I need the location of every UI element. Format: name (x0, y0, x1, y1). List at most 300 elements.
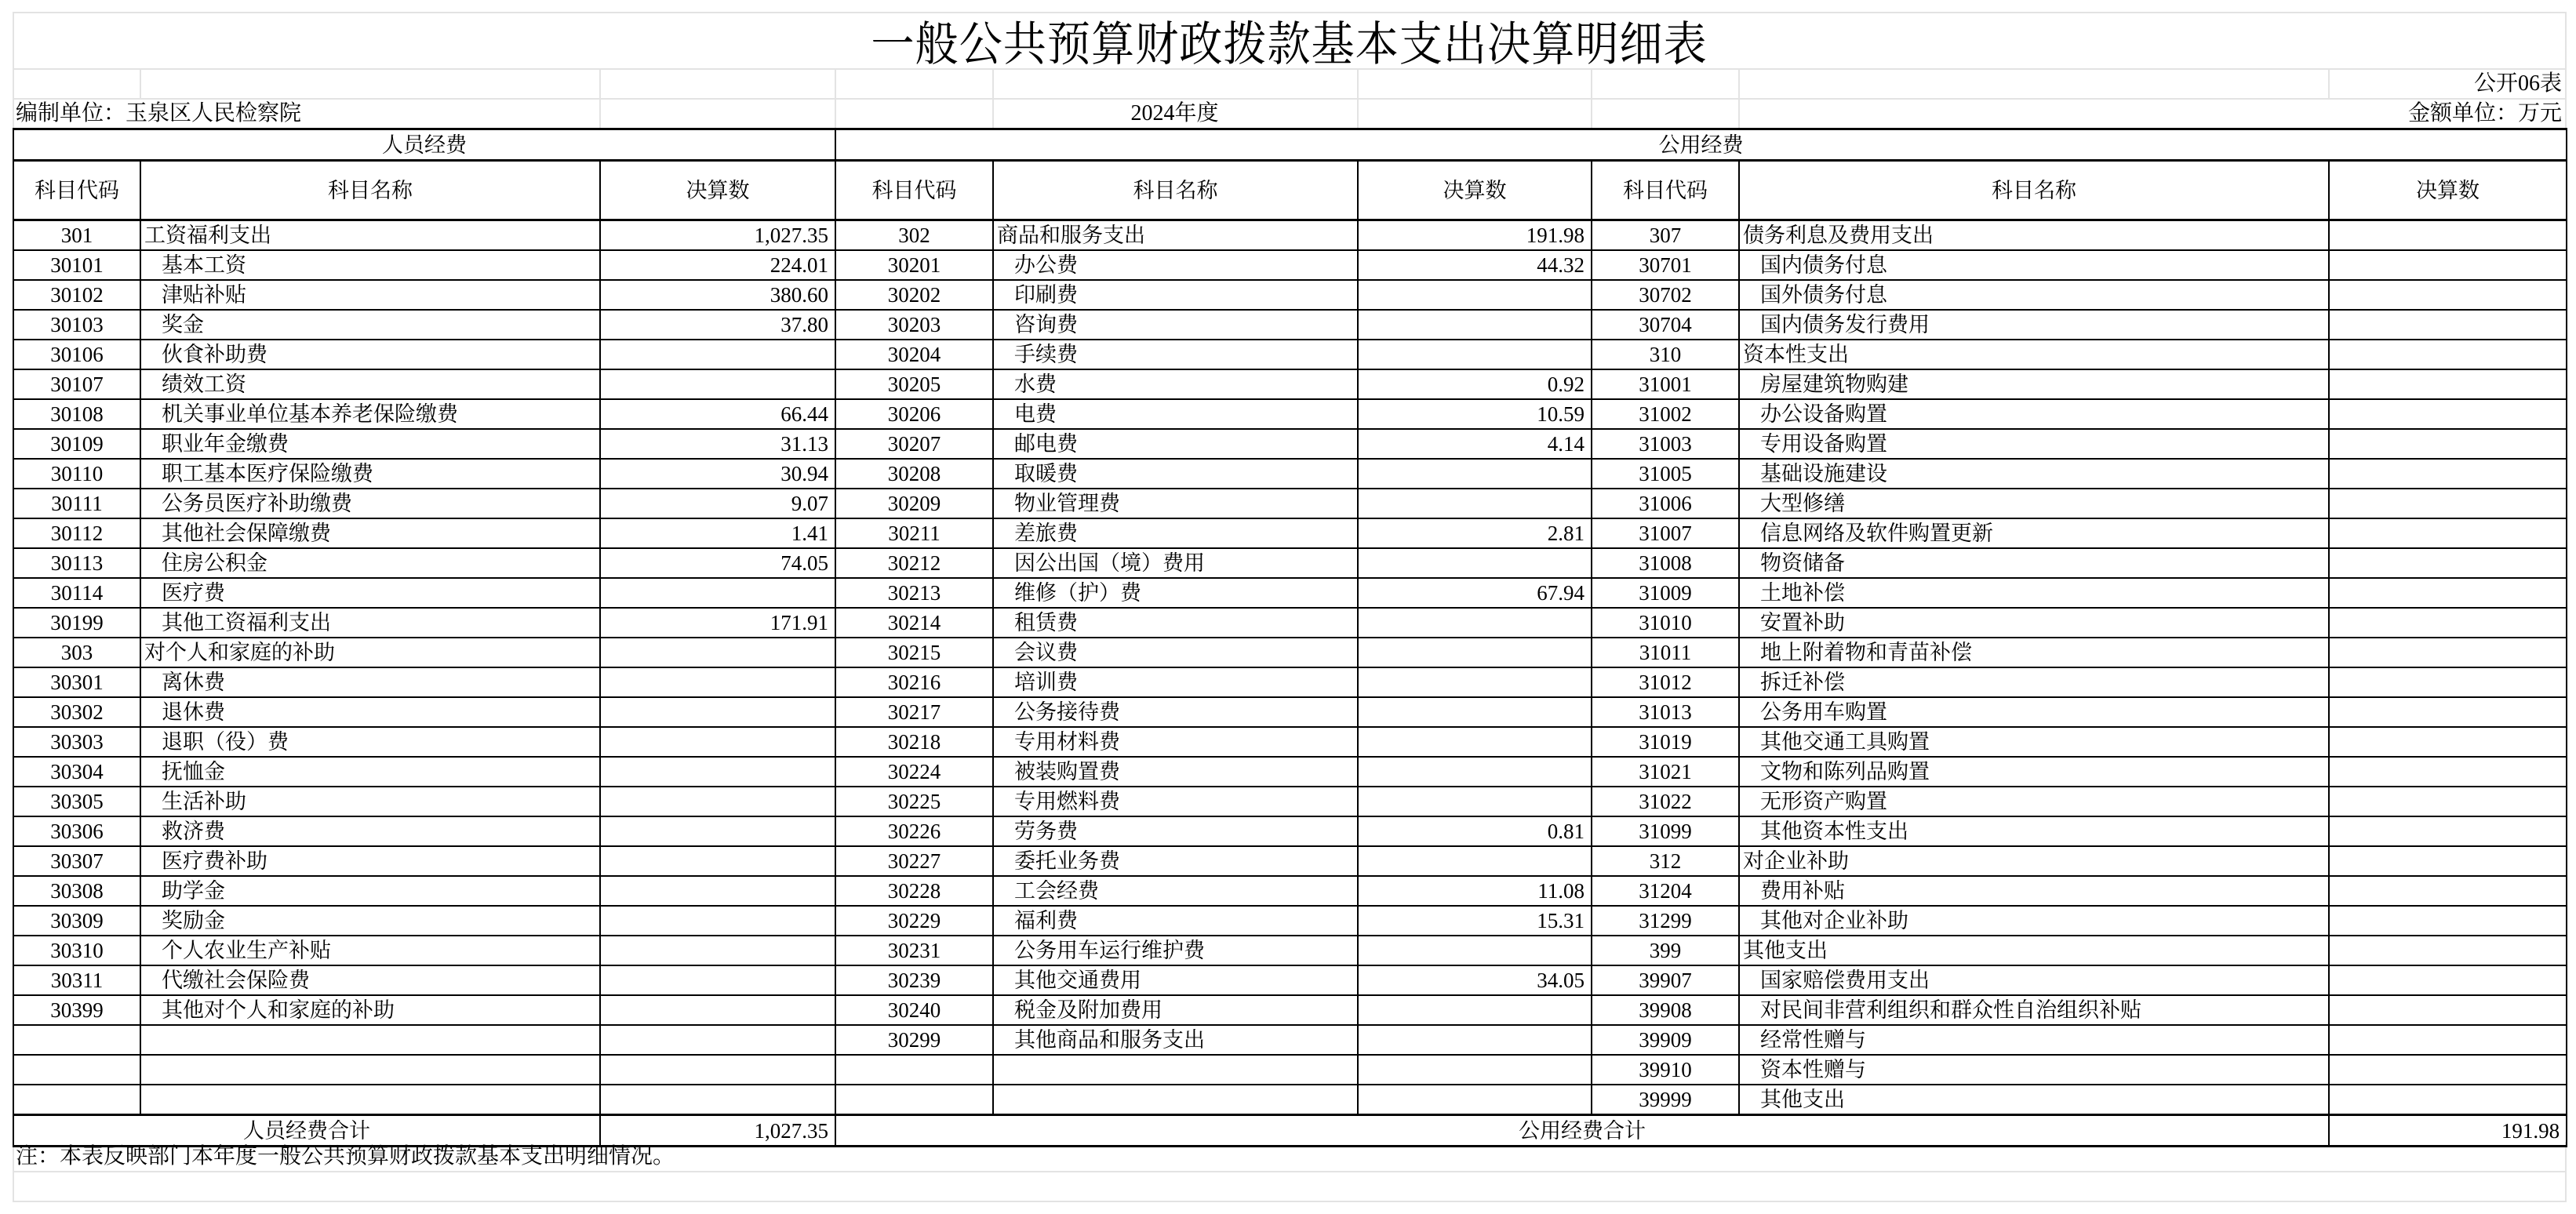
item-code: 312 (1592, 846, 1739, 876)
item-name (993, 1055, 1358, 1085)
item-code: 31013 (1592, 697, 1739, 727)
item-amount (2329, 965, 2567, 995)
item-code: 30205 (835, 369, 993, 399)
item-name: 对民间非营利组织和群众性自治组织补贴 (1739, 995, 2329, 1025)
footnote: 注：本表反映部门本年度一般公共预算财政拨款基本支出明细情况。 (16, 1144, 675, 1169)
item-code: 30299 (835, 1025, 993, 1055)
item-name: 拆迁补偿 (1739, 667, 2329, 697)
item-amount (1358, 846, 1592, 876)
item-name: 医疗费 (140, 578, 600, 608)
item-code: 31019 (1592, 727, 1739, 757)
item-code: 30102 (13, 280, 140, 310)
item-code: 30306 (13, 816, 140, 846)
item-name: 其他支出 (1739, 936, 2329, 965)
item-amount (600, 369, 835, 399)
item-name: 其他交通工具购置 (1739, 727, 2329, 757)
item-code: 30225 (835, 787, 993, 816)
table-row (13, 906, 2567, 936)
item-amount: 1,027.35 (600, 220, 835, 251)
gridline (13, 1142, 14, 1202)
table-row (13, 1055, 2567, 1085)
item-name: 其他资本性支出 (1739, 816, 2329, 846)
item-name: 福利费 (993, 906, 1358, 936)
item-code: 30307 (13, 846, 140, 876)
table-row (13, 369, 2567, 399)
item-code (13, 1055, 140, 1085)
table-row (13, 936, 2567, 965)
table-row (13, 459, 2567, 489)
item-amount (2329, 995, 2567, 1025)
item-amount (600, 697, 835, 727)
item-code: 31012 (1592, 667, 1739, 697)
item-code: 30204 (835, 340, 993, 369)
item-name: 离休费 (140, 667, 600, 697)
item-name: 文物和陈列品购置 (1739, 757, 2329, 787)
table-row (13, 816, 2567, 846)
item-name: 专用材料费 (993, 727, 1358, 757)
item-name: 印刷费 (993, 280, 1358, 310)
col-header-code: 科目代码 (835, 161, 993, 220)
section-public: 公用经费 (835, 129, 2567, 161)
table-row (13, 757, 2567, 787)
compiling-unit-text: 编制单位：玉泉区人民检察院 (16, 101, 302, 125)
item-amount (600, 995, 835, 1025)
item-code: 30208 (835, 459, 993, 489)
item-code: 30101 (13, 250, 140, 280)
item-code: 39907 (1592, 965, 1739, 995)
item-code: 30110 (13, 459, 140, 489)
table-row (13, 876, 2567, 906)
item-name: 电费 (993, 399, 1358, 429)
item-name: 公务用车购置 (1739, 697, 2329, 727)
item-name: 取暖费 (993, 459, 1358, 489)
item-code: 30202 (835, 280, 993, 310)
item-code: 307 (1592, 220, 1739, 251)
item-amount (2329, 667, 2567, 697)
table-row (13, 697, 2567, 727)
gridline (1591, 69, 1592, 128)
table-number-text: 公开06表 (2473, 71, 2562, 96)
item-name: 债务利息及费用支出 (1739, 220, 2329, 251)
item-name: 其他商品和服务支出 (993, 1025, 1358, 1055)
item-name: 资本性赠与 (1739, 1055, 2329, 1085)
gridline (140, 69, 141, 99)
item-amount (1358, 1025, 1592, 1055)
item-amount: 2.81 (1358, 518, 1592, 548)
item-code: 30213 (835, 578, 993, 608)
table-row (13, 727, 2567, 757)
item-amount (1358, 548, 1592, 578)
col-header-name: 科目名称 (1739, 161, 2329, 220)
item-code (13, 1085, 140, 1115)
item-code: 31002 (1592, 399, 1739, 429)
item-amount (600, 936, 835, 965)
item-name: 委托业务费 (993, 846, 1358, 876)
table-row (13, 429, 2567, 459)
gridline (2328, 69, 2330, 99)
item-amount (600, 727, 835, 757)
item-code: 30399 (13, 995, 140, 1025)
item-amount (1358, 697, 1592, 727)
table-row (13, 667, 2567, 697)
item-code: 30702 (1592, 280, 1739, 310)
item-code: 39999 (1592, 1085, 1739, 1115)
item-code: 30113 (13, 548, 140, 578)
item-code: 30212 (835, 548, 993, 578)
item-amount (1358, 995, 1592, 1025)
item-amount (1358, 1055, 1592, 1085)
item-name: 生活补助 (140, 787, 600, 816)
col-header-code: 科目代码 (13, 161, 140, 220)
item-name: 奖金 (140, 310, 600, 340)
item-name: 地上附着物和青苗补偿 (1739, 638, 2329, 667)
item-code: 30228 (835, 876, 993, 906)
item-name: 国外债务付息 (1739, 280, 2329, 310)
item-code: 30310 (13, 936, 140, 965)
column-header-row (13, 161, 2567, 220)
item-name: 医疗费补助 (140, 846, 600, 876)
item-amount (600, 965, 835, 995)
item-amount (600, 1025, 835, 1055)
item-name: 退休费 (140, 697, 600, 727)
item-code: 30311 (13, 965, 140, 995)
item-name: 公务用车运行维护费 (993, 936, 1358, 965)
item-name: 资本性支出 (1739, 340, 2329, 369)
item-code: 30215 (835, 638, 993, 667)
item-code: 31008 (1592, 548, 1739, 578)
item-code: 30303 (13, 727, 140, 757)
item-code: 301 (13, 220, 140, 251)
item-name: 会议费 (993, 638, 1358, 667)
item-code: 30226 (835, 816, 993, 846)
item-amount: 191.98 (1358, 220, 1592, 251)
item-code: 31007 (1592, 518, 1739, 548)
item-amount (2329, 1085, 2567, 1115)
item-code: 30203 (835, 310, 993, 340)
item-code: 30218 (835, 727, 993, 757)
item-amount: 1.41 (600, 518, 835, 548)
item-name: 其他支出 (1739, 1085, 2329, 1115)
item-amount: 34.05 (1358, 965, 1592, 995)
item-amount (2329, 220, 2567, 251)
item-name: 伙食补助费 (140, 340, 600, 369)
section-header-row (13, 129, 2567, 161)
item-name: 其他工资福利支出 (140, 608, 600, 638)
item-amount (2329, 280, 2567, 310)
item-name: 住房公积金 (140, 548, 600, 578)
table-row (13, 280, 2567, 310)
item-name: 维修（护）费 (993, 578, 1358, 608)
item-name: 国内债务发行费用 (1739, 310, 2329, 340)
col-header-name: 科目名称 (140, 161, 600, 220)
item-amount (2329, 399, 2567, 429)
item-code: 30217 (835, 697, 993, 727)
table-row (13, 578, 2567, 608)
item-code: 39908 (1592, 995, 1739, 1025)
item-amount (1358, 340, 1592, 369)
item-name: 办公费 (993, 250, 1358, 280)
item-code: 30214 (835, 608, 993, 638)
col-header-name: 科目名称 (993, 161, 1358, 220)
item-amount (1358, 608, 1592, 638)
item-name (140, 1055, 600, 1085)
item-name: 基本工资 (140, 250, 600, 280)
item-code: 30107 (13, 369, 140, 399)
item-code: 30301 (13, 667, 140, 697)
item-name: 代缴社会保险费 (140, 965, 600, 995)
item-amount (2329, 310, 2567, 340)
item-name: 劳务费 (993, 816, 1358, 846)
item-amount (2329, 697, 2567, 727)
item-amount (1358, 280, 1592, 310)
table-row (13, 1025, 2567, 1055)
item-amount (600, 667, 835, 697)
item-code: 30305 (13, 787, 140, 816)
item-amount (1358, 310, 1592, 340)
item-amount (600, 1055, 835, 1085)
item-amount: 15.31 (1358, 906, 1592, 936)
item-amount: 0.92 (1358, 369, 1592, 399)
item-name: 无形资产购置 (1739, 787, 2329, 816)
gridline (2565, 1142, 2567, 1202)
item-code: 30109 (13, 429, 140, 459)
item-code: 31010 (1592, 608, 1739, 638)
item-name: 手续费 (993, 340, 1358, 369)
item-code: 30224 (835, 757, 993, 787)
item-code: 302 (835, 220, 993, 251)
item-amount: 30.94 (600, 459, 835, 489)
item-name: 基础设施建设 (1739, 459, 2329, 489)
item-code: 30304 (13, 757, 140, 787)
item-name: 咨询费 (993, 310, 1358, 340)
item-code: 30111 (13, 489, 140, 518)
table-row (13, 548, 2567, 578)
gridline (1738, 69, 1740, 128)
item-code: 30108 (13, 399, 140, 429)
gridline (835, 69, 836, 128)
item-name: 工资福利支出 (140, 220, 600, 251)
item-code: 31021 (1592, 757, 1739, 787)
item-amount (2329, 638, 2567, 667)
section-personnel: 人员经费 (13, 129, 835, 161)
item-amount (2329, 1025, 2567, 1055)
item-name: 房屋建筑物购建 (1739, 369, 2329, 399)
item-name: 安置补助 (1739, 608, 2329, 638)
table-row (13, 995, 2567, 1025)
item-code: 31022 (1592, 787, 1739, 816)
table-row (13, 250, 2567, 280)
item-amount (600, 846, 835, 876)
item-name: 公务员医疗补助缴费 (140, 489, 600, 518)
item-name: 工会经费 (993, 876, 1358, 906)
item-amount (1358, 757, 1592, 787)
item-name: 办公设备购置 (1739, 399, 2329, 429)
item-code: 31006 (1592, 489, 1739, 518)
item-code: 30227 (835, 846, 993, 876)
table-row (13, 846, 2567, 876)
item-name: 个人农业生产补贴 (140, 936, 600, 965)
item-amount (2329, 578, 2567, 608)
item-code: 31009 (1592, 578, 1739, 608)
col-header-amount: 决算数 (600, 161, 835, 220)
item-code: 30231 (835, 936, 993, 965)
item-amount: 31.13 (600, 429, 835, 459)
item-code: 30106 (13, 340, 140, 369)
item-name (993, 1085, 1358, 1115)
item-amount (2329, 727, 2567, 757)
item-amount (1358, 787, 1592, 816)
table-row (13, 1085, 2567, 1115)
expenditure-detail-table (13, 128, 2567, 1147)
item-code: 31204 (1592, 876, 1739, 906)
item-amount (600, 906, 835, 936)
col-header-amount: 决算数 (2329, 161, 2567, 220)
item-name: 水费 (993, 369, 1358, 399)
item-code: 39909 (1592, 1025, 1739, 1055)
item-code: 39910 (1592, 1055, 1739, 1085)
item-amount (1358, 936, 1592, 965)
item-name: 培训费 (993, 667, 1358, 697)
item-code: 30211 (835, 518, 993, 548)
item-amount (1358, 1085, 1592, 1115)
item-code: 30216 (835, 667, 993, 697)
item-amount (2329, 608, 2567, 638)
item-amount (2329, 816, 2567, 846)
item-amount (2329, 250, 2567, 280)
col-header-amount: 决算数 (1358, 161, 1592, 220)
item-amount: 10.59 (1358, 399, 1592, 429)
item-name: 救济费 (140, 816, 600, 846)
item-name: 商品和服务支出 (993, 220, 1358, 251)
public-total-label: 公用经费合计 (835, 1115, 2329, 1147)
item-name: 因公出国（境）费用 (993, 548, 1358, 578)
currency-unit (2408, 99, 2562, 128)
item-code: 30206 (835, 399, 993, 429)
item-code: 30239 (835, 965, 993, 995)
item-code: 30103 (13, 310, 140, 340)
item-code (835, 1055, 993, 1085)
item-amount (2329, 1055, 2567, 1085)
item-code: 30114 (13, 578, 140, 608)
table-row (13, 518, 2567, 548)
item-name: 退职（役）费 (140, 727, 600, 757)
item-code: 310 (1592, 340, 1739, 369)
item-amount (1358, 667, 1592, 697)
item-name: 对企业补助 (1739, 846, 2329, 876)
item-code: 30704 (1592, 310, 1739, 340)
item-amount (2329, 369, 2567, 399)
report-title-text: 一般公共预算财政拨款基本支出决算明细表 (871, 18, 1708, 71)
item-amount (1358, 638, 1592, 667)
public-total-amount: 191.98 (2329, 1115, 2567, 1147)
item-code: 303 (13, 638, 140, 667)
item-amount: 66.44 (600, 399, 835, 429)
item-amount (1358, 459, 1592, 489)
item-amount: 0.81 (1358, 816, 1592, 846)
personnel-total-amount: 1,027.35 (600, 1115, 835, 1147)
item-amount: 9.07 (600, 489, 835, 518)
table-row (13, 638, 2567, 667)
item-amount: 74.05 (600, 548, 835, 578)
table-row (13, 220, 2567, 251)
item-name: 其他对个人和家庭的补助 (140, 995, 600, 1025)
item-name: 物业管理费 (993, 489, 1358, 518)
item-amount: 224.01 (600, 250, 835, 280)
item-name: 专用设备购置 (1739, 429, 2329, 459)
item-name: 绩效工资 (140, 369, 600, 399)
item-name: 对个人和家庭的补助 (140, 638, 600, 667)
item-code: 30308 (13, 876, 140, 906)
item-amount (600, 757, 835, 787)
item-name: 税金及附加费用 (993, 995, 1358, 1025)
item-name (140, 1025, 600, 1055)
item-name: 公务接待费 (993, 697, 1358, 727)
compiling-unit (16, 99, 301, 128)
item-amount (2329, 846, 2567, 876)
item-name: 机关事业单位基本养老保险缴费 (140, 399, 600, 429)
table-row (13, 310, 2567, 340)
item-name: 职工基本医疗保险缴费 (140, 459, 600, 489)
item-code: 30209 (835, 489, 993, 518)
item-name: 租赁费 (993, 608, 1358, 638)
item-name: 其他交通费用 (993, 965, 1358, 995)
item-name: 经常性赠与 (1739, 1025, 2329, 1055)
item-amount (600, 876, 835, 906)
report-title (13, 12, 2566, 69)
item-amount (1358, 489, 1592, 518)
item-amount (2329, 906, 2567, 936)
item-name: 土地补偿 (1739, 578, 2329, 608)
item-name: 其他对企业补助 (1739, 906, 2329, 936)
item-code: 30199 (13, 608, 140, 638)
item-amount: 67.94 (1358, 578, 1592, 608)
table-number (2474, 69, 2562, 98)
table-row (13, 489, 2567, 518)
table-row (13, 608, 2567, 638)
item-code: 30240 (835, 995, 993, 1025)
item-code: 31099 (1592, 816, 1739, 846)
item-name: 专用燃料费 (993, 787, 1358, 816)
item-name: 国家赔偿费用支出 (1739, 965, 2329, 995)
item-code (13, 1025, 140, 1055)
item-code: 30207 (835, 429, 993, 459)
item-amount (2329, 459, 2567, 489)
table-row (13, 340, 2567, 369)
item-code (835, 1085, 993, 1115)
item-amount (600, 638, 835, 667)
item-amount (600, 787, 835, 816)
item-name: 邮电费 (993, 429, 1358, 459)
item-name (140, 1085, 600, 1115)
currency-unit-text: 金额单位：万元 (2407, 101, 2562, 125)
item-code: 30201 (835, 250, 993, 280)
col-header-code: 科目代码 (1592, 161, 1739, 220)
item-name: 其他社会保障缴费 (140, 518, 600, 548)
item-code: 31011 (1592, 638, 1739, 667)
item-name: 助学金 (140, 876, 600, 906)
gridline (13, 1201, 2566, 1202)
item-name: 国内债务付息 (1739, 250, 2329, 280)
gridline (599, 69, 601, 128)
item-code: 399 (1592, 936, 1739, 965)
item-amount (2329, 340, 2567, 369)
fiscal-year-text: 2024年度 (1130, 101, 1219, 125)
item-amount (2329, 489, 2567, 518)
item-name: 抚恤金 (140, 757, 600, 787)
item-code: 30112 (13, 518, 140, 548)
item-amount: 171.91 (600, 608, 835, 638)
item-name: 信息网络及软件购置更新 (1739, 518, 2329, 548)
